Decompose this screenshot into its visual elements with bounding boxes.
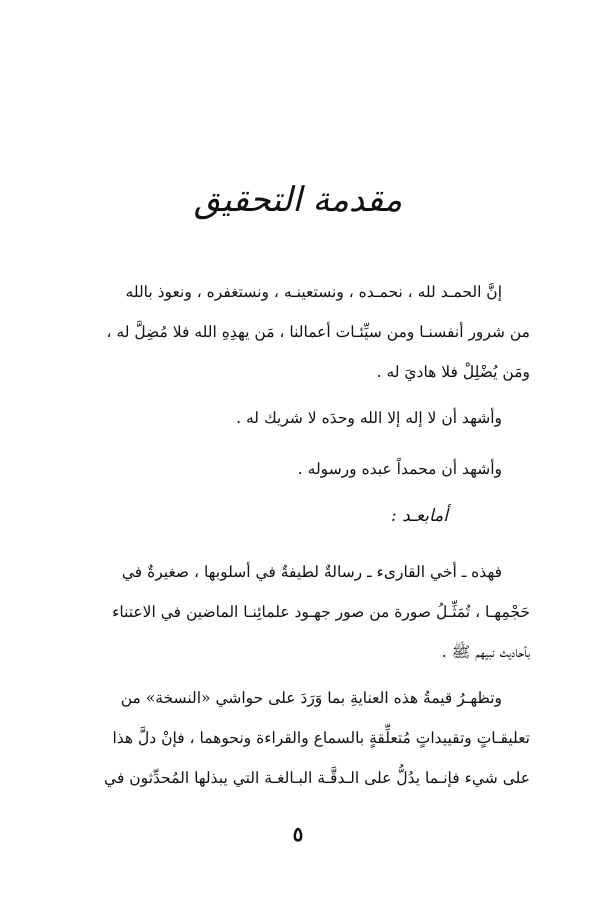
page-number: ٥ bbox=[292, 822, 304, 846]
paragraph-2-line-3: بأحاديث نبيهم ﷺ . bbox=[441, 643, 530, 661]
amma-bad-heading: أمابعـد : bbox=[391, 506, 448, 526]
paragraph-3-line-3: على شيء فإنـما يدُلُّ على الـدقَّـة البـالغـة التي يبذلها المُحدِّثون في bbox=[104, 769, 530, 787]
paragraph-3-line-2: تعليقـاتٍ وتقييداتٍ مُتعلِّقةٍ بالسماع والقراءة ونحوهما ، فإنْ دلَّ هذا bbox=[112, 729, 530, 747]
page-title: مقدمة التحقيق bbox=[193, 180, 403, 220]
paragraph-2-line-1: فهذه ـ أخي القارىء ـ رسالةٌ لطيفةٌ في أسلوبها ، صغيرةٌ في bbox=[121, 563, 502, 581]
intro-line-1: إنَّ الحمـد لله ، نحمـده ، ونستعينـه ، ونستغفره ، ونعوذ بالله bbox=[125, 283, 502, 301]
shahada-line-2: وأشهد أن محمداً عبده ورسوله . bbox=[297, 460, 502, 478]
shahada-line-1: وأشهد أن لا إله إلا الله وحدَه لا شريك له . bbox=[236, 409, 502, 427]
intro-paragraph bbox=[66, 272, 530, 392]
paragraph-2-line-2: حَجْمِهـا ، تُمَثِّـلُ صورة من صور جهـود علمائِنـا الماضين في الاعتناء bbox=[112, 603, 530, 621]
paragraph-3 bbox=[66, 678, 530, 798]
intro-line-2: من شرور أنفسنـا ومن سيِّئـات أعمالنا ، مَن يهدِهِ الله فلا مُضِلَّ له ، bbox=[106, 323, 530, 341]
paragraph-2 bbox=[66, 552, 530, 672]
paragraph-3-line-1: وتظهـرُ قيمةُ هذه العنايةِ بما وَرَدَ على حواشي «النسخة» من bbox=[120, 689, 502, 707]
intro-line-3: ومَن يُضْلِلْ فلا هاديَ له . bbox=[376, 363, 530, 381]
